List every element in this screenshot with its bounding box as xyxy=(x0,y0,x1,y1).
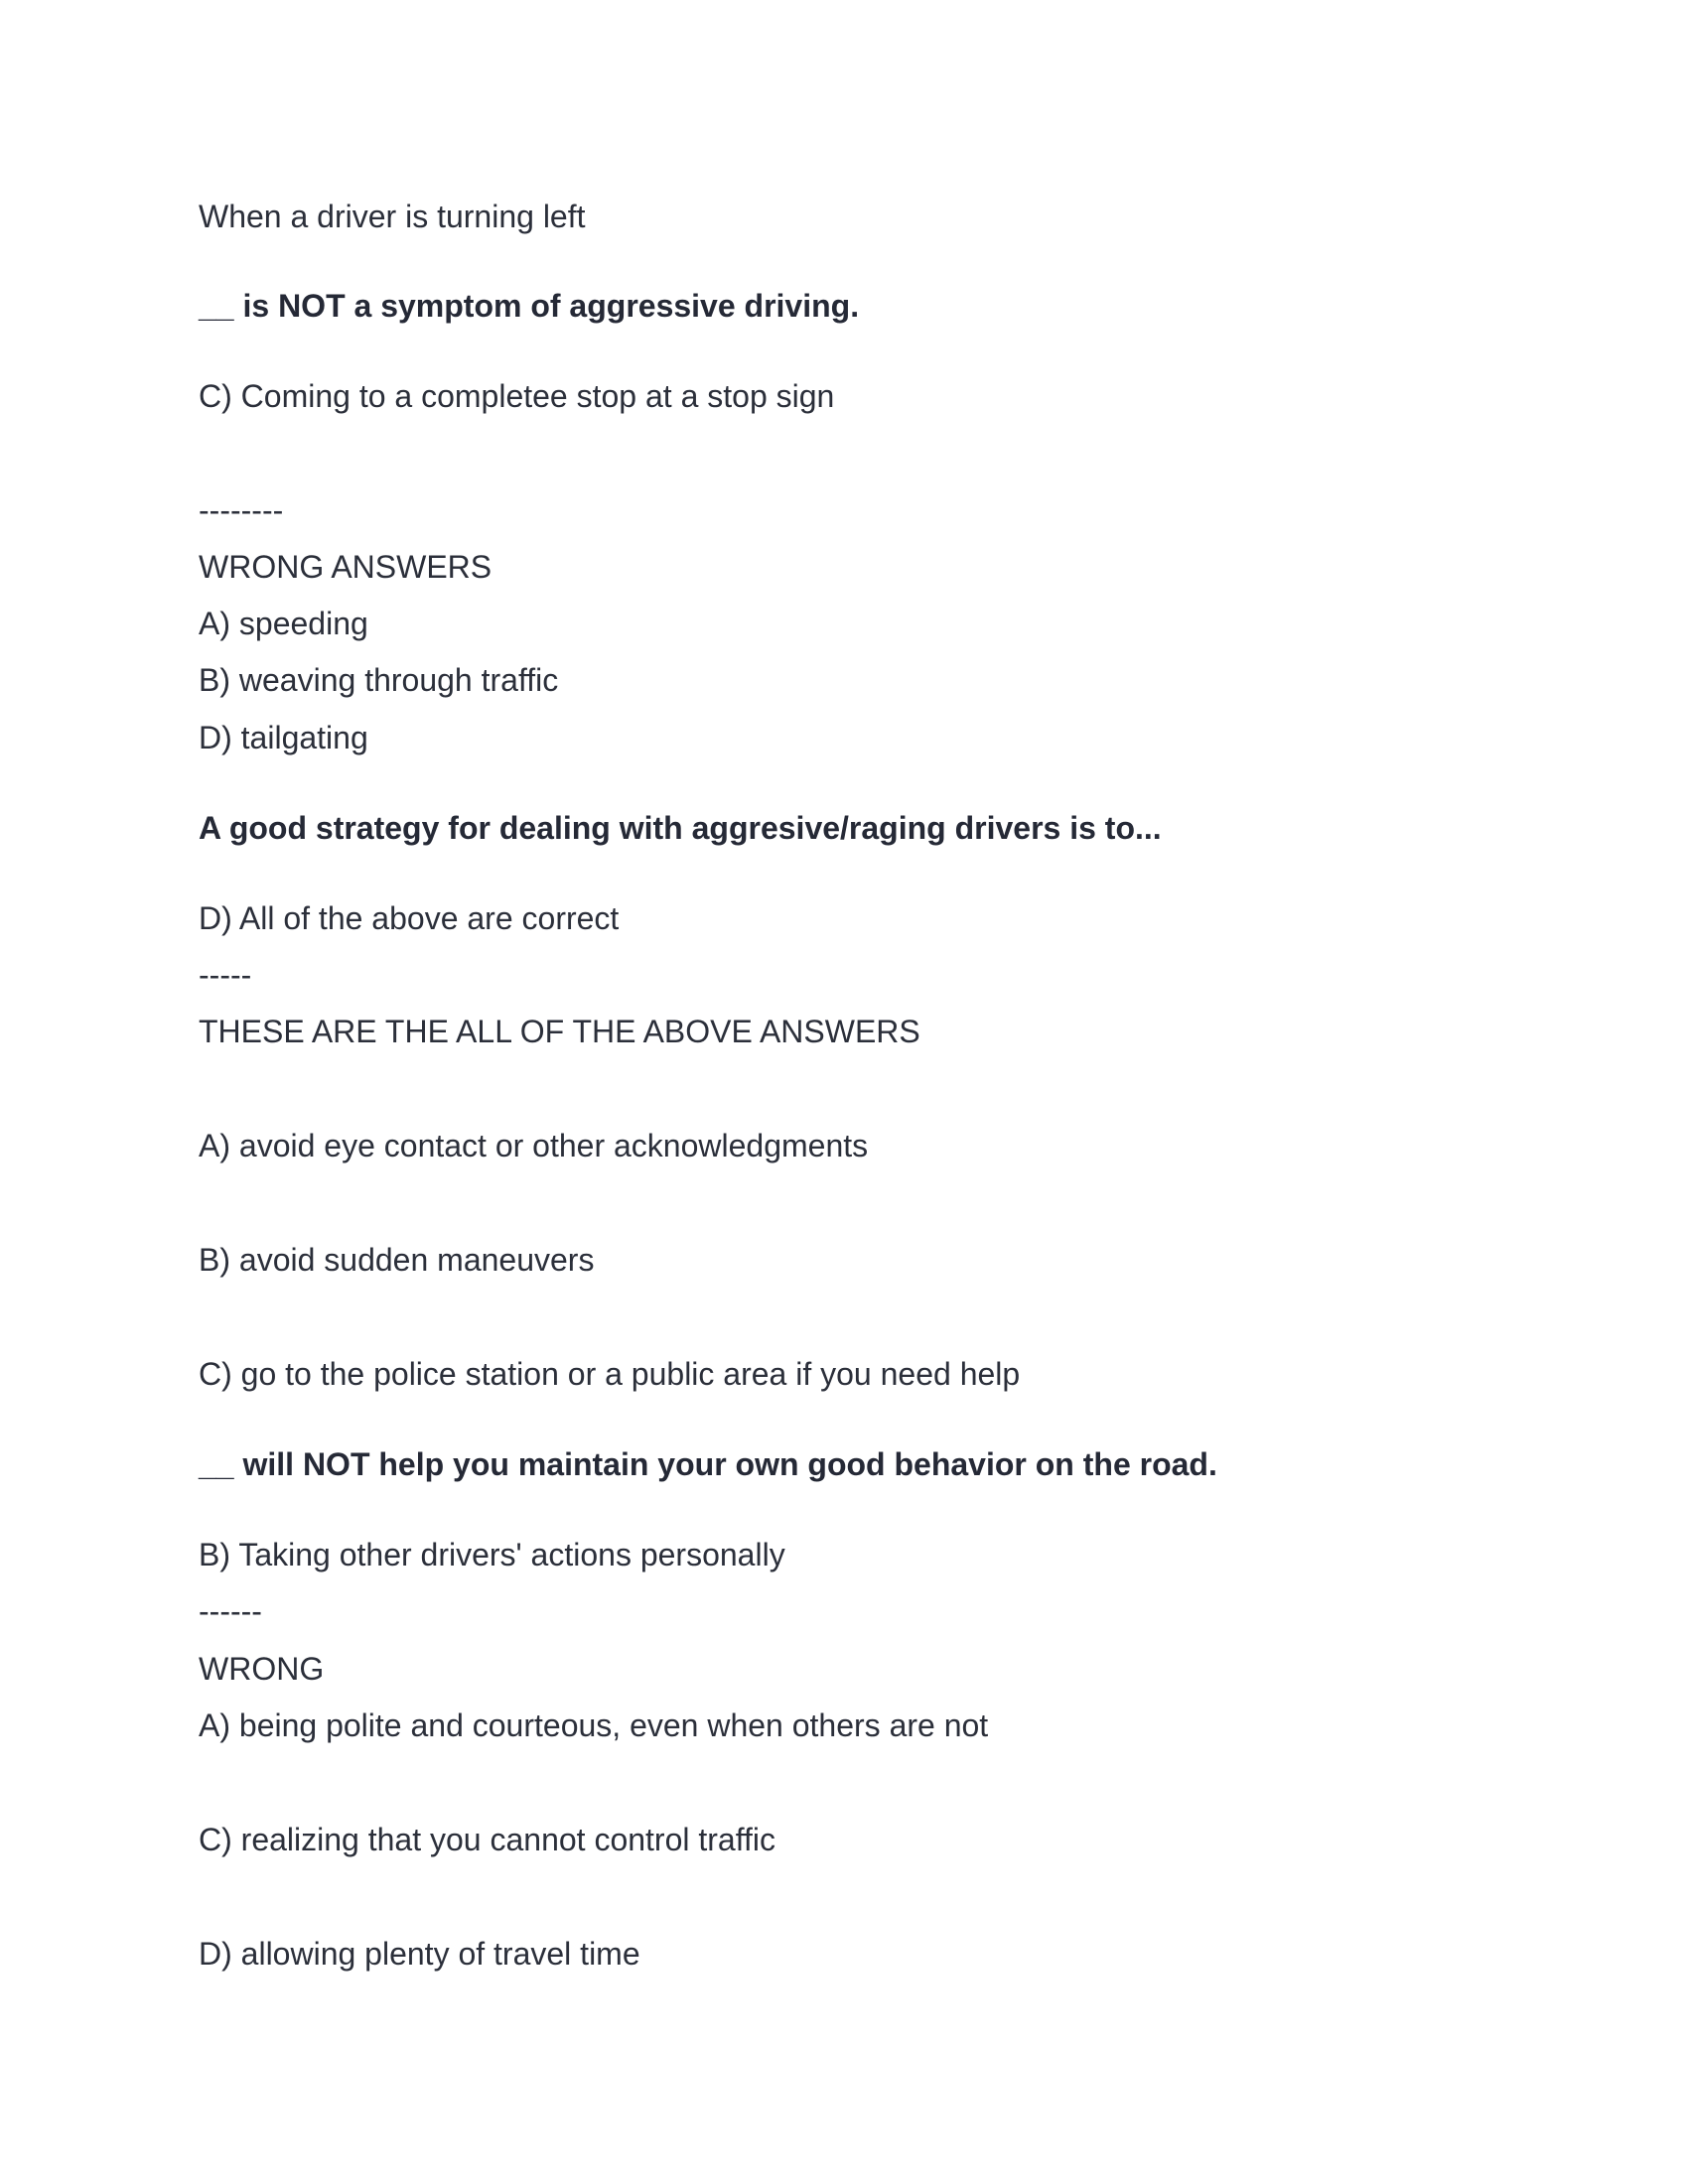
wrong-answer-b: B) weaving through traffic xyxy=(199,662,559,698)
question-2-correct-answer: D) All of the above are correct xyxy=(199,900,620,936)
wrong-answer-d: D) tailgating xyxy=(199,720,368,755)
separator: ----- xyxy=(199,957,252,993)
question-3-correct-answer: B) Taking other drivers' actions personally xyxy=(199,1537,785,1572)
question-2-heading: A good strategy for dealing with aggresive/raging drivers is to... xyxy=(199,810,1162,846)
wrong-answer-a: A) speeding xyxy=(199,606,368,641)
wrong-label: WRONG xyxy=(199,1651,325,1687)
wrong-answer-d: D) allowing plenty of travel time xyxy=(199,1936,640,1972)
question-1-correct-answer: C) Coming to a completee stop at a stop sign xyxy=(199,378,835,414)
all-of-above-answer-b: B) avoid sudden maneuvers xyxy=(199,1242,595,1278)
all-of-above-answer-a: A) avoid eye contact or other acknowledgments xyxy=(199,1128,869,1163)
all-of-above-label: THESE ARE THE ALL OF THE ABOVE ANSWERS xyxy=(199,1014,920,1049)
wrong-answer-c: C) realizing that you cannot control traffic xyxy=(199,1822,776,1857)
question-3-heading: __ will NOT help you maintain your own good behavior on the road. xyxy=(199,1446,1217,1482)
separator: -------- xyxy=(199,492,284,528)
intro-line: When a driver is turning left xyxy=(199,199,586,234)
wrong-answer-a: A) being polite and courteous, even when others are not xyxy=(199,1707,989,1743)
question-1-heading: __ is NOT a symptom of aggressive driving. xyxy=(199,288,860,324)
separator: ------ xyxy=(199,1593,262,1629)
wrong-answers-label: WRONG ANSWERS xyxy=(199,549,492,585)
all-of-above-answer-c: C) go to the police station or a public area if you need help xyxy=(199,1356,1021,1392)
